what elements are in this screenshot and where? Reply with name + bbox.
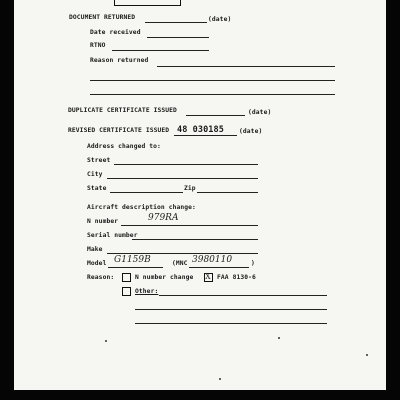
street-line [114,164,258,165]
document-returned-date-line [145,22,207,23]
rtno-line [112,50,209,51]
duplicate-certificate-label: DUPLICATE CERTIFICATE ISSUED [68,107,177,114]
mnc-label: (MNC [172,260,188,267]
mnc-line [189,267,249,268]
duplicate-certificate-line [186,115,245,116]
model-line [108,267,163,268]
other-line-2 [135,309,327,310]
faa-8130-6-label: FAA 8130-6 [217,274,256,281]
other-line-1 [159,295,327,296]
n-number-line [121,225,258,226]
date-received-line [147,37,209,38]
reason-returned-label: Reason returned [90,57,149,64]
mnc-value: 3980110 [192,255,233,265]
street-label: Street [87,157,111,164]
other-label: Other: [135,288,159,295]
reason-returned-line-3 [90,94,335,95]
n-number-value: 979RA [148,213,179,223]
make-label: Make [87,246,103,253]
model-label: Model [87,260,107,267]
state-line [110,192,183,193]
scan-speck [105,340,107,342]
revised-date-suffix: (date) [239,128,263,135]
model-value: G1159B [114,255,151,265]
make-line [107,253,258,254]
document-returned-label: DOCUMENT RETURNED [69,14,136,21]
aircraft-description-label: Aircraft description change: [87,204,196,211]
scan-speck [219,378,221,380]
revised-certificate-line [174,135,237,136]
serial-number-line [132,239,258,240]
scan-speck [278,337,280,339]
date-received-label: Date received [90,29,141,36]
rtno-label: RTNO [90,42,106,49]
other-checkbox[interactable] [122,287,131,296]
n-number-change-label: N number change [135,274,194,281]
faa-8130-6-checkbox[interactable] [204,273,213,282]
state-label: State [87,185,107,192]
zip-label: Zip [184,185,196,192]
address-changed-label: Address changed to: [87,143,161,150]
n-number-label: N number [87,218,119,225]
n-number-change-checkbox[interactable] [122,273,131,282]
city-line [107,178,258,179]
city-label: City [87,171,103,178]
serial-number-label: Serial number [87,232,138,239]
zip-line [197,192,258,193]
revised-certificate-label: REVISED CERTIFICATE ISSUED [68,127,170,134]
revised-certificate-number: 48 030185 [177,125,224,135]
form-page [14,0,386,390]
mnc-close: ) [251,260,255,267]
duplicate-date-suffix: (date) [248,109,272,116]
top-box-edge [114,0,181,6]
reason-label: Reason: [87,274,115,281]
document-returned-date-suffix: (date) [208,16,232,23]
other-line-3 [135,323,327,324]
reason-returned-line-1 [157,66,335,67]
faa-checked-mark: X [205,272,211,281]
scan-speck [366,354,368,356]
reason-returned-line-2 [90,80,335,81]
